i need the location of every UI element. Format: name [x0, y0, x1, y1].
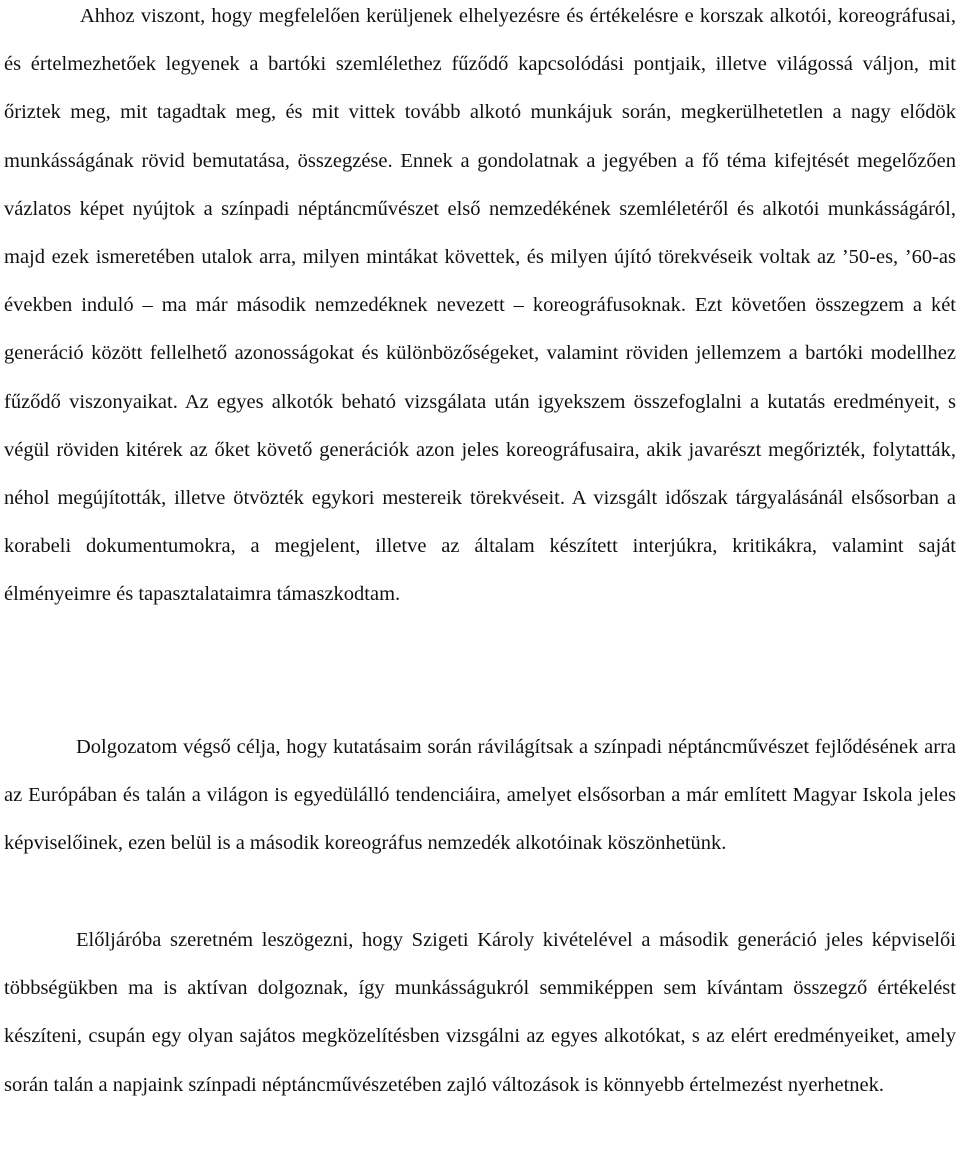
paragraph-3: Előljáróba szeretném leszögezni, hogy Szigeti Károly kivételével a második generáció jeles képviselői többségükben ma is aktívan dolgoznak, így munkásságukról semmiképpen sem kívántam összegző értékelést készíteni, csupán egy olyan sajátos megközelítésben vizsgálni az egyes alkotókat, s az elért eredményeiket, amely során talán a napjaink színpadi néptáncművészetében zajló változások is könnyebb értelmezést nyerhetnek.	[4, 929, 956, 1096]
paragraph-2: Dolgozatom végső célja, hogy kutatásaim során rávilágítsak a színpadi néptáncművészet fejlődésének arra az Európában és talán a világon is egyedülálló tendenciáira, amelyet elsősorban a már említett Magyar Iskola jeles képviselőinek, ezen belül is a második koreográfus nemzedék alkotóinak köszönhetünk.	[4, 736, 956, 855]
paragraph-1: Ahhoz viszont, hogy megfelelően kerüljenek elhelyezésre és értékelésre e korszak alkotói, koreográfusai, és értelmezhetőek legyenek a bartóki szemlélethez fűződő kapcsolódási pontjaik, illetve világossá váljon, mit őriztek meg, mit tagadtak meg, és mit vittek tovább alkotó munkájuk során, megkerülhetetlen a nagy elődök munkásságának rövid bemutatása, összegzése. Ennek a gondolatnak a jegyében a fő téma kifejtését megelőzően vázlatos képet nyújtok a színpadi néptáncművészet első nemzedékének szemléletéről és alkotói munkásságáról, majd ezek ismeretében utalok arra, milyen mintákat követtek, és milyen újító törekvéseik voltak az ’50-es, ’60-as években induló – ma már második nemzedéknek nevezett – koreográfusoknak. Ezt követően összegzem a két generáció között fellelhető azonosságokat és különbözőségeket, valamint röviden jellemzem a bartóki modellhez fűződő viszonyaikat. Az egyes alkotók beható vizsgálata után igyekszem összefoglalni a kutatás eredményeit, s végül röviden kitérek az őket követő generációk azon jeles koreográfusaira, akik javarészt megőrizték, folytatták, néhol megújították, illetve ötvözték egykori mestereik törekvéseit. A vizsgált időszak tárgyalásánál elsősorban a korabeli dokumentumokra, a megjelent, illetve az általam készített interjúkra, kritikákra, valamint saját élményeimre és tapasztalataimra támaszkodtam.	[4, 5, 956, 606]
